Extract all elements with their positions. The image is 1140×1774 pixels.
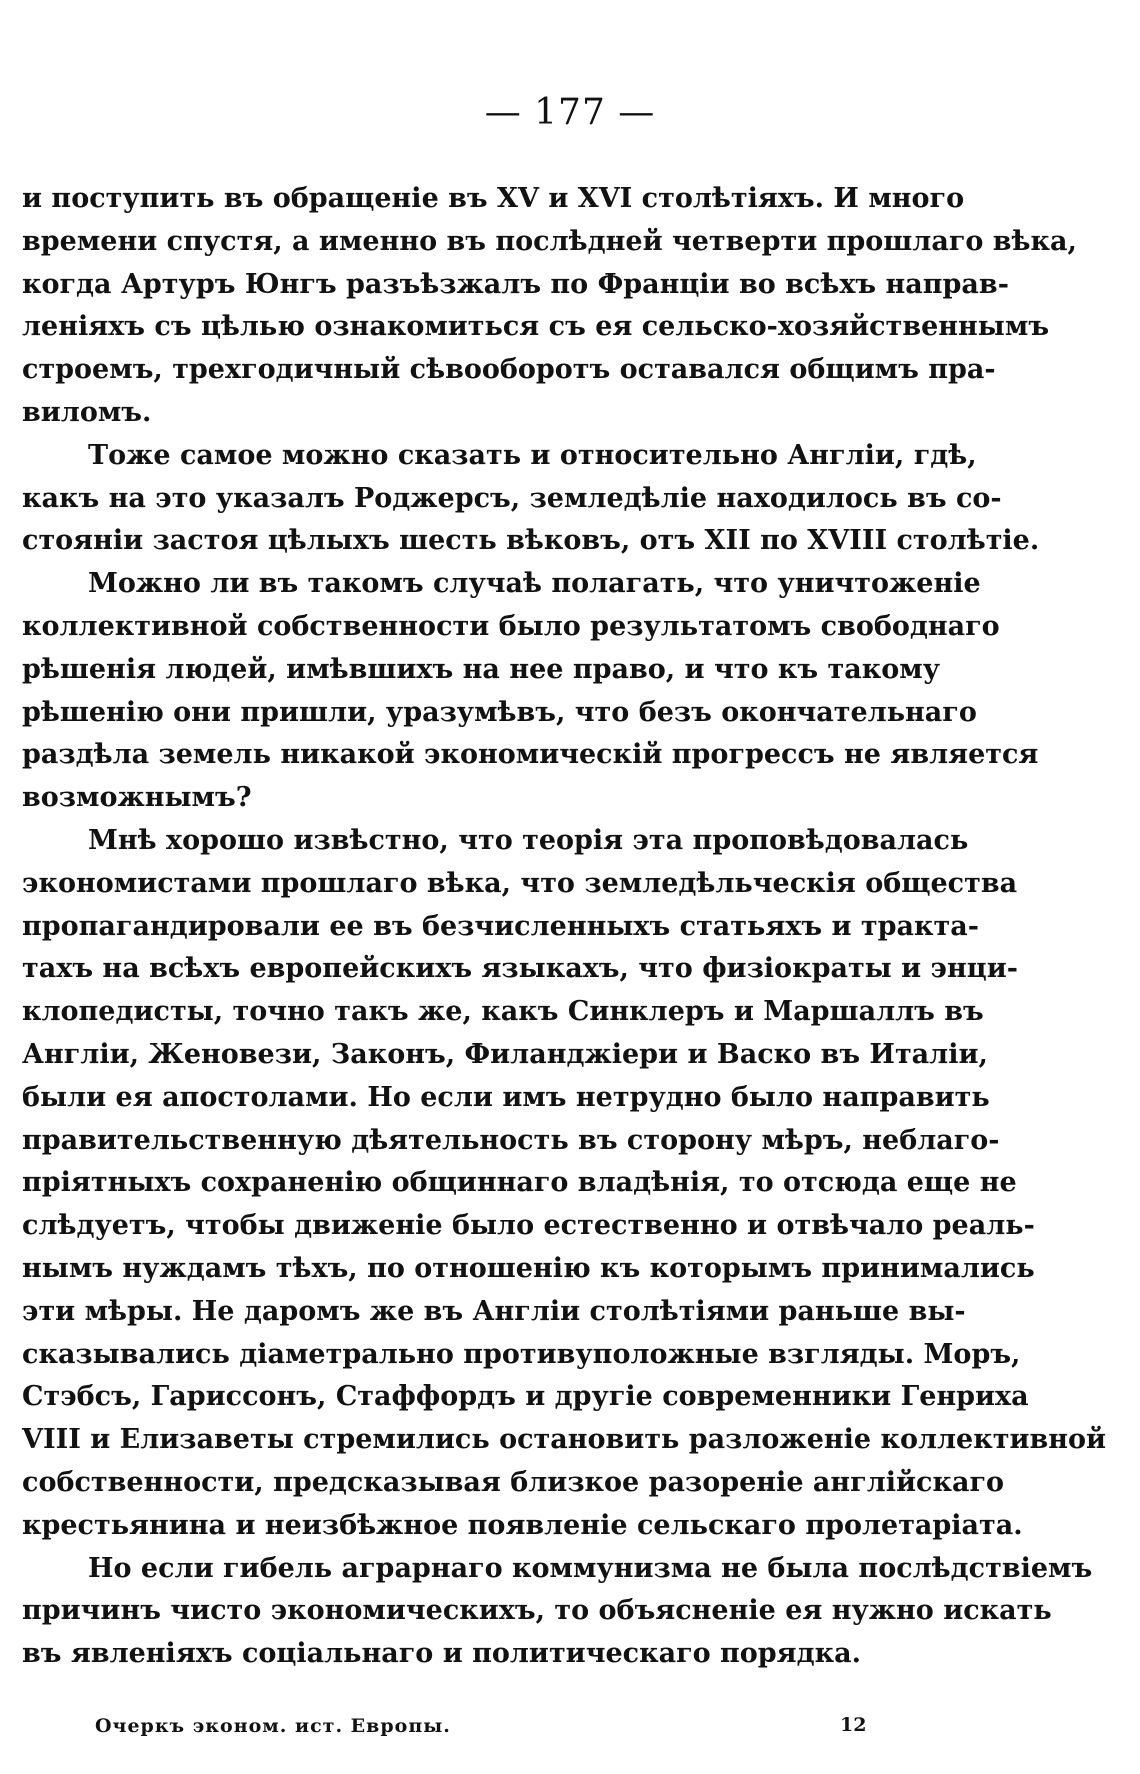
text-line: рѣшенію они пришли, уразумѣвъ, что безъ окончательнаго (22, 696, 977, 728)
text-line: эти мѣры. Не даромъ же въ Англіи столѣтіями раньше вы- (22, 1295, 966, 1327)
text-line: экономистами прошлаго вѣка, что земледѣльческія общества (22, 867, 1018, 899)
text-line: VIII и Елизаветы стремились остановить разложеніе коллективной (22, 1424, 1107, 1456)
text-line: крестьянина и неизбѣжное появленіе сельскаго пролетаріата. (22, 1509, 1023, 1541)
text-line: нымъ нуждамъ тѣхъ, по отношенію къ которымъ принимались (22, 1252, 1035, 1284)
text-line: Тоже самое можно сказать и относительно Англіи, гдѣ, (88, 439, 977, 471)
text-line: слѣдуетъ, чтобы движеніе было естественно и отвѣчало реаль- (22, 1210, 1035, 1242)
text-line: времени спустя, а именно въ послѣдней четверти прошлаго вѣка, (22, 225, 1077, 257)
text-line: Мнѣ хорошо извѣстно, что теорія эта проповѣдовалась (88, 824, 969, 856)
text-line: рѣшенія людей, имѣвшихъ на нее право, и что къ такому (22, 653, 940, 685)
text-line: пріятныхъ сохраненію общиннаго владѣнія, то отсюда еще не (22, 1167, 1017, 1199)
text-line: были ея апостолами. Но если имъ нетрудно было направить (22, 1081, 990, 1113)
text-line: собственности, предсказывая близкое разореніе англійскаго (22, 1466, 1005, 1498)
text-line: и поступить въ обращеніе въ XV и XVI столѣтіяхъ. И много (22, 183, 965, 214)
text-line: коллективной собственности было результатомъ свободнаго (22, 610, 1000, 642)
text-line: Стэбсъ, Гариссонъ, Стаффордъ и другіе современники Генриха (22, 1381, 1029, 1413)
body-text (22, 178, 1107, 1676)
text-line: строемъ, трехгодичный сѣвооборотъ оставался общимъ пра- (22, 354, 996, 386)
text-line: раздѣла земель никакой экономическій прогрессъ не является (22, 739, 1039, 771)
text-line: Можно ли въ такомъ случаѣ полагать, что уничтоженіе (88, 568, 981, 600)
text-line: леніяхъ съ цѣлью ознакомиться съ ея сельско-хозяйственнымъ (22, 311, 1050, 343)
text-line: когда Артуръ Юнгъ разъѣзжалъ по Франціи во всѣхъ направ- (22, 268, 1009, 300)
text-line: стояніи застоя цѣлыхъ шесть вѣковъ, отъ XII по XVIII столѣтіе. (22, 525, 1040, 557)
text-line: правительственную дѣятельность въ сторону мѣръ, неблаго- (22, 1124, 1000, 1156)
text-line: сказывались діаметрально противуположные взгляды. Моръ, (22, 1338, 1021, 1370)
text-line: тахъ на всѣхъ европейскихъ языкахъ, что физіократы и энци- (22, 953, 1018, 985)
footer-signature-number: 12 (840, 1714, 867, 1736)
text-line: какъ на это указалъ Роджерсъ, земледѣліе находилось въ со- (22, 482, 1002, 514)
footer-signature-title: Очеркъ эконом. ист. Европы. (95, 1715, 451, 1737)
text-line: причинъ чисто экономическихъ, то объясненіе ея нужно искать (22, 1595, 1052, 1627)
text-line: клопедисты, точно такъ же, какъ Синклеръ и Маршаллъ въ (22, 996, 984, 1028)
text-line: Но если гибель аграрнаго коммунизма не была послѣдствіемъ (88, 1552, 1093, 1584)
page-number: — 177 — (484, 92, 656, 133)
text-line: виломъ. (22, 396, 152, 428)
text-line: Англіи, Женовези, Законъ, Филанджіери и Васко въ Италіи, (22, 1038, 988, 1070)
text-line: въ явленіяхъ соціальнаго и политическаго порядка. (22, 1638, 862, 1670)
text-line: возможнымъ? (22, 782, 252, 814)
text-line: пропагандировали ее въ безчисленныхъ статьяхъ и тракта- (22, 910, 979, 942)
